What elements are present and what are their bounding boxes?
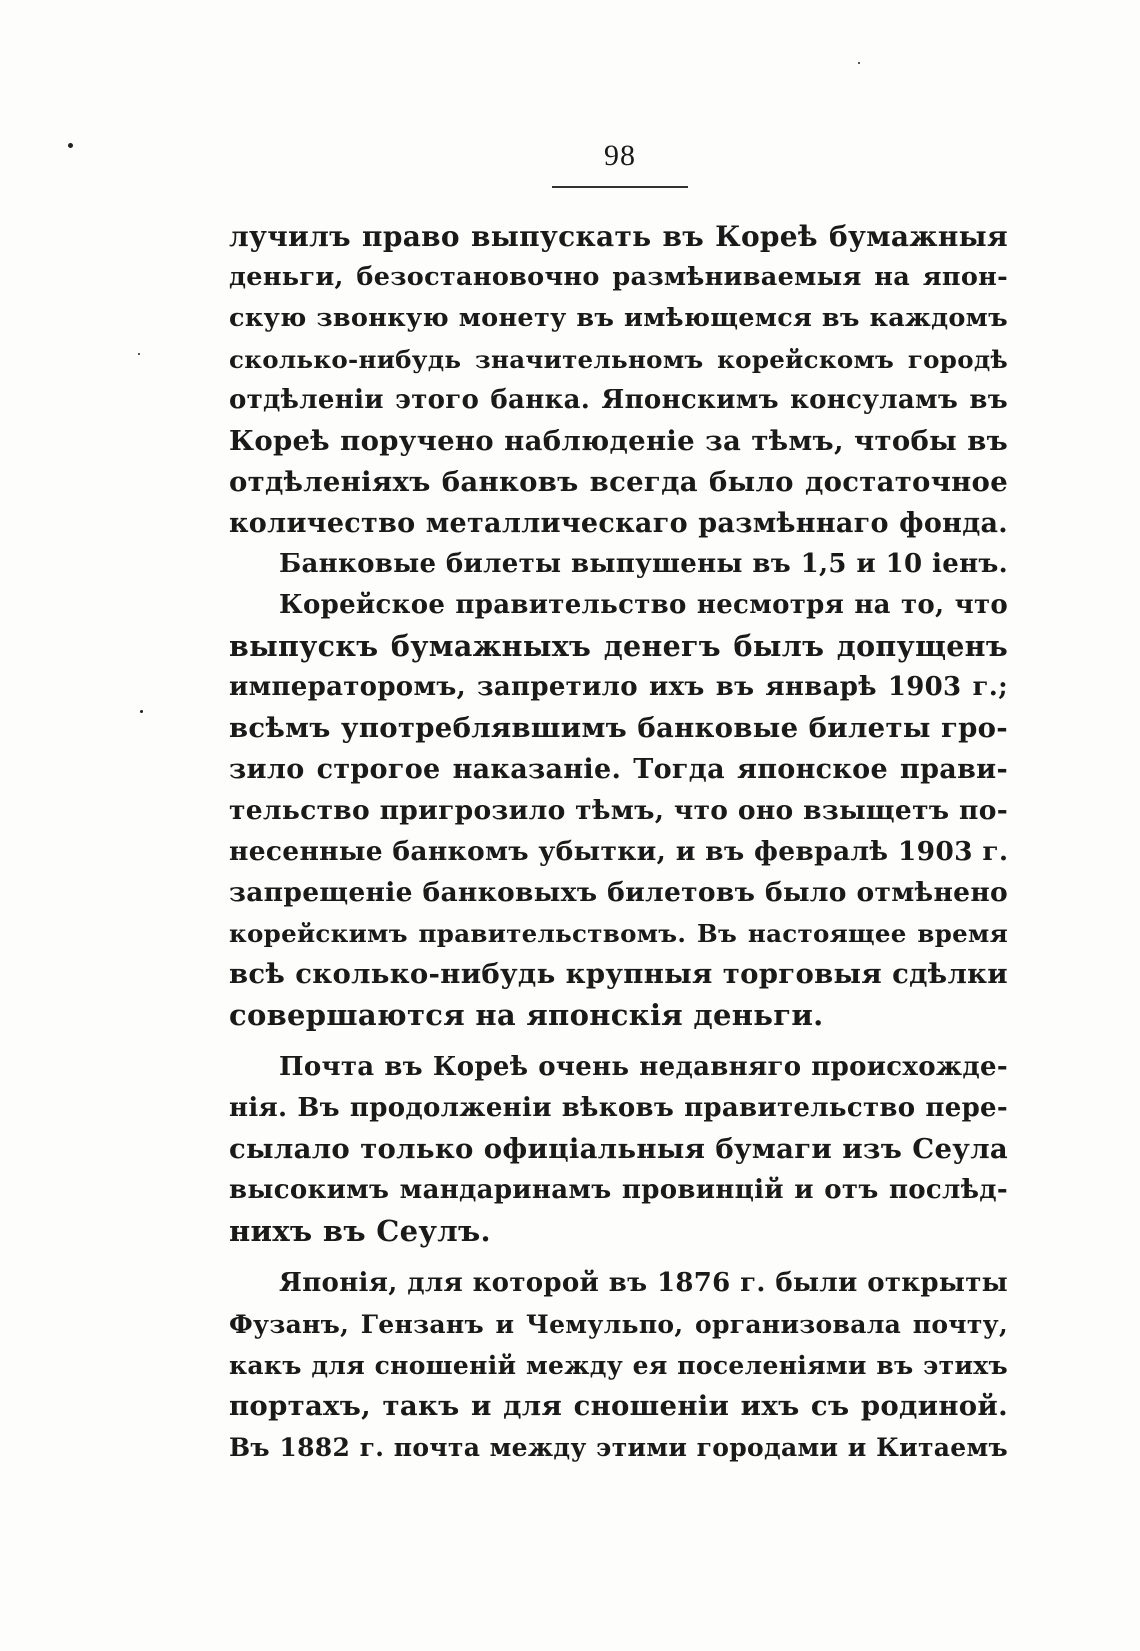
- text-line: портахъ, такъ и для сношеніи ихъ съ родиной.: [229, 1390, 1008, 1422]
- text-line: скую звонкую монету въ имѣющемся въ каждомъ: [229, 303, 1008, 333]
- text-line: всѣ сколько-нибудь крупныя торговыя сдѣлки: [229, 958, 1008, 990]
- text-line: несенные банкомъ убытки, и въ февралѣ 1903 г.: [229, 836, 1009, 867]
- page-number-rule: [552, 186, 688, 188]
- text-line: лучилъ право выпускать въ Кореѣ бумажныя: [229, 220, 1008, 253]
- scan-speck: [140, 710, 143, 713]
- text-line: сколько-нибудь значительномъ корейскомъ городѣ: [229, 345, 1008, 374]
- text-line: всѣмъ употреблявшимъ банковые билеты гро-: [229, 712, 1008, 744]
- text-line: Кореѣ поручено наблюденіе за тѣмъ, чтобы въ: [229, 425, 1008, 457]
- text-line: нихъ въ Сеулъ.: [229, 1214, 491, 1248]
- scan-speck: [68, 143, 73, 148]
- text-line: отдѣленіи этого банка. Японскимъ консуламъ въ: [229, 385, 1008, 415]
- text-line: выпускъ бумажныхъ денегъ былъ допущенъ: [229, 629, 1008, 663]
- text-line: нія. Въ продолженіи вѣковъ правительство пере-: [229, 1093, 1008, 1123]
- text-line: Банковые билеты выпушены въ 1,5 и 10 іенъ.: [279, 549, 1008, 579]
- body-text: [229, 216, 1008, 1468]
- text-line: отдѣленіяхъ банковъ всегда было достаточное: [229, 466, 1008, 498]
- text-line: Корейское правительство несмотря на то, что: [279, 590, 1008, 620]
- scan-speck: [138, 353, 140, 355]
- text-line: совершаются на японскія деньги.: [229, 998, 824, 1032]
- text-line: сылало только офиціальныя бумаги изъ Сеула: [229, 1133, 1008, 1165]
- text-line: тельство пригрозило тѣмъ, что оно взыщетъ по-: [229, 795, 1008, 826]
- text-line: запрещеніе банковыхъ билетовъ было отмѣнено: [229, 877, 1008, 908]
- text-line: корейскимъ правительствомъ. Въ настоящее время: [229, 919, 1008, 948]
- text-line: Почта въ Кореѣ очень недавняго происхожде-: [279, 1052, 1008, 1082]
- text-line: Въ 1882 г. почта между этими городами и Китаемъ: [229, 1433, 1008, 1462]
- text-line: зило строгое наказаніе. Тогда японское прави-: [229, 754, 1008, 785]
- text-line: императоромъ, запретило ихъ въ январѣ 1903 г.;: [229, 672, 1008, 702]
- text-line: деньги, безостановочно размѣниваемыя на япон-: [229, 262, 1008, 292]
- scan-speck: [858, 62, 860, 64]
- text-line: высокимъ мандаринамъ провинцій и отъ послѣд-: [229, 1175, 1008, 1205]
- page-number: 98: [604, 139, 636, 172]
- text-line: какъ для сношеній между ея поселеніями въ этихъ: [229, 1351, 1008, 1380]
- text-line: количество металлическаго размѣннаго фонда.: [229, 508, 1008, 539]
- text-line: Фузанъ, Гензанъ и Чемульпо, организовала почту,: [229, 1310, 1008, 1339]
- text-line: Японія, для которой въ 1876 г. были открыты: [279, 1268, 1008, 1298]
